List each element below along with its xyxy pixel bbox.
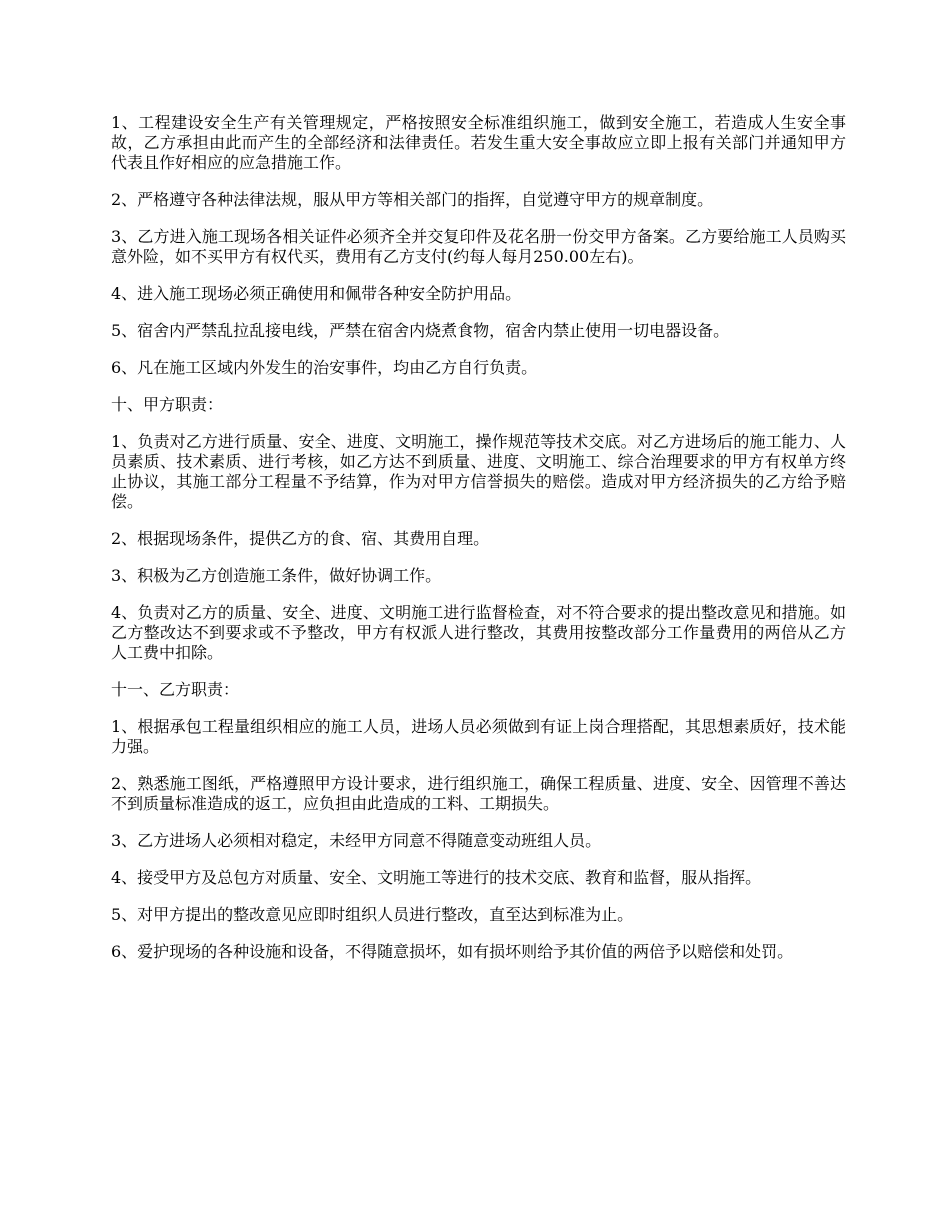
- paragraph-safety-3: 3、乙方进入施工现场各相关证件必须齐全并交复印件及花名册一份交甲方备案。乙方要给施工人员购买意外险，如不买甲方有权代买，费用有乙方支付(约每人每月250.00左右)。: [111, 227, 846, 266]
- section-heading-party-a: 十、甲方职责：: [111, 395, 224, 414]
- paragraph-safety-6: 6、凡在施工区域内外发生的治安事件，均由乙方自行负责。: [111, 358, 538, 377]
- paragraph-party-b-2: 2、熟悉施工图纸，严格遵照甲方设计要求，进行组织施工，确保工程质量、进度、安全、因管理不善达不到质量标准造成的返工，应负担由此造成的工料、工期损失。: [111, 774, 846, 813]
- paragraph-party-b-3: 3、乙方进场人必须相对稳定，未经甲方同意不得随意变动班组人员。: [111, 831, 602, 850]
- paragraph-party-a-3: 3、积极为乙方创造施工条件，做好协调工作。: [111, 566, 442, 585]
- paragraph-safety-1: 1、工程建设安全生产有关管理规定，严格按照安全标准组织施工，做到安全施工，若造成人生安全事故，乙方承担由此而产生的全部经济和法律责任。若发生重大安全事故应立即上报有关部门并通知甲方代表且作好相应的应急措施工作。: [111, 113, 846, 172]
- document-page: [111, 113, 846, 979]
- paragraph-party-a-2: 2、根据现场条件，提供乙方的食、宿、其费用自理。: [111, 529, 490, 548]
- paragraph-safety-4: 4、进入施工现场必须正确使用和佩带各种安全防护用品。: [111, 284, 522, 303]
- paragraph-party-a-4: 4、负责对乙方的质量、安全、进度、文明施工进行监督检查，对不符合要求的提出整改意见和措施。如乙方整改达不到要求或不予整改，甲方有权派人进行整改，其费用按整改部分工作量费用的两倍从乙方人工费中扣除。: [111, 603, 846, 662]
- paragraph-safety-2: 2、严格遵守各种法律法规，服从甲方等相关部门的指挥，自觉遵守甲方的规章制度。: [111, 190, 714, 209]
- paragraph-safety-5: 5、宿舍内严禁乱拉乱接电线，严禁在宿舍内烧煮食物，宿舍内禁止使用一切电器设备。: [111, 321, 730, 340]
- paragraph-party-b-4: 4、接受甲方及总包方对质量、安全、文明施工等进行的技术交底、教育和监督，服从指挥。: [111, 868, 762, 887]
- paragraph-party-b-5: 5、对甲方提出的整改意见应即时组织人员进行整改，直至达到标准为止。: [111, 905, 634, 924]
- paragraph-party-b-1: 1、根据承包工程量组织相应的施工人员，进场人员必须做到有证上岗合理搭配，其思想素质好，技术能力强。: [111, 717, 846, 756]
- section-heading-party-b: 十一、乙方职责：: [111, 680, 240, 699]
- paragraph-party-a-1: 1、负责对乙方进行质量、安全、进度、文明施工，操作规范等技术交底。对乙方进场后的施工能力、人员素质、技术素质、进行考核，如乙方达不到质量、进度、文明施工、综合治理要求的甲方有权单方终止协议，其施工部分工程量不予结算，作为对甲方信誉损失的赔偿。造成对甲方经济损失的乙方给予赔偿。: [111, 432, 846, 511]
- paragraph-party-b-6: 6、爱护现场的各种设施和设备，不得随意损坏，如有损坏则给予其价值的两倍予以赔偿和处罚。: [111, 942, 794, 961]
